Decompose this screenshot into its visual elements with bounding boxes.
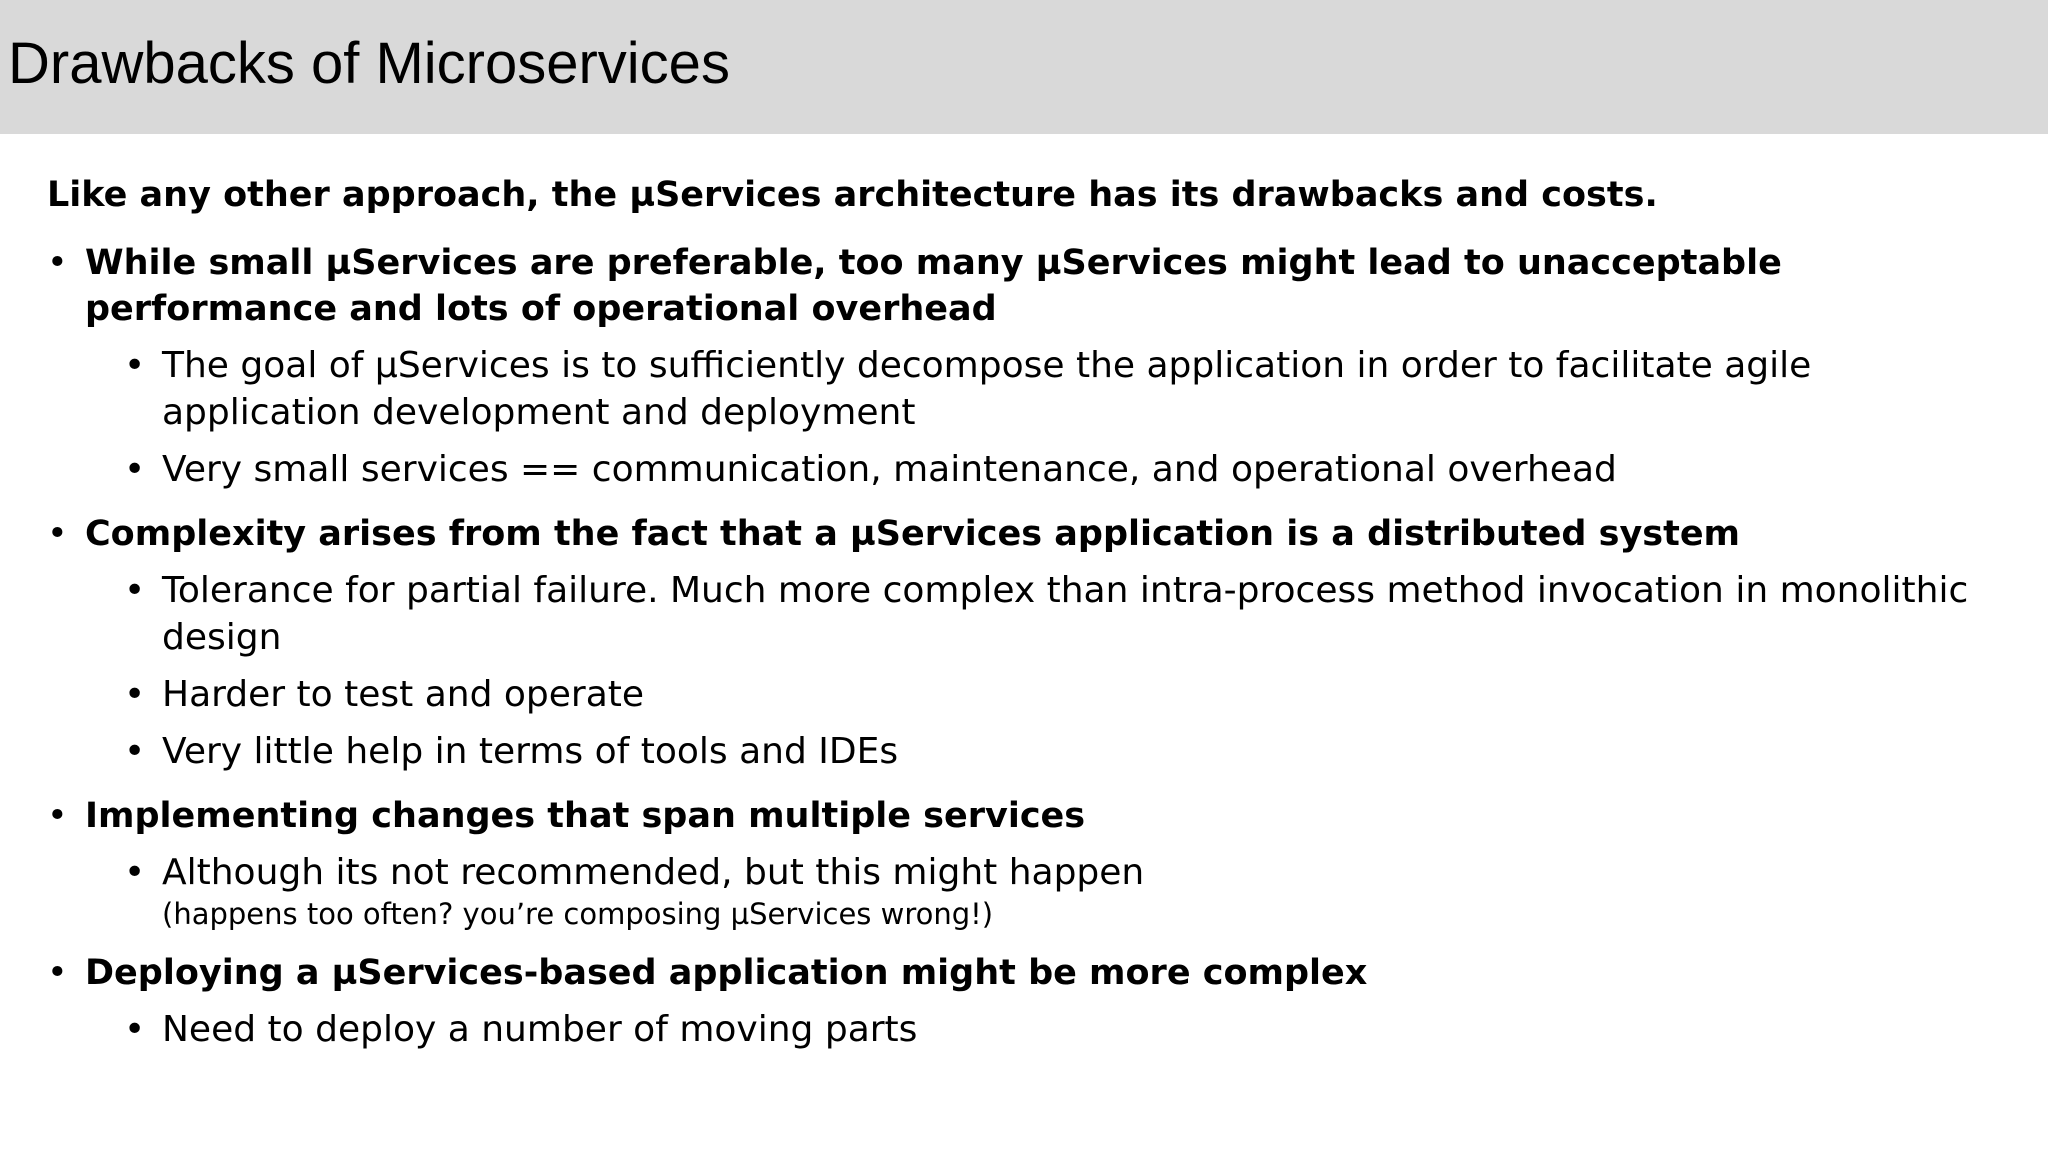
sub-bullet-text: Need to deploy a number of moving parts — [162, 1009, 918, 1050]
bullet-point-text: Implementing changes that span multiple services — [85, 796, 1086, 836]
sub-bullet — [124, 849, 2007, 932]
bullet-icon: • — [47, 953, 68, 993]
bullet-point — [47, 950, 2007, 1053]
bullet-icon: • — [124, 852, 146, 893]
title-bar — [0, 0, 2048, 134]
sub-bullet — [124, 567, 2007, 661]
bullet-icon: • — [124, 731, 146, 772]
bullet-point — [47, 793, 2007, 932]
sub-bullet — [124, 1006, 2007, 1053]
bullet-icon: • — [47, 514, 68, 554]
sub-bullet-text: Harder to test and operate — [162, 674, 645, 715]
sub-bullet-text: The goal of µServices is to sufficiently decompose the application in order to facilitate agile application development and deployment — [162, 345, 1812, 433]
intro-text: Like any other approach, the µServices architecture has its drawbacks and costs. — [47, 175, 1658, 215]
bullet-icon: • — [47, 243, 68, 283]
bullet-point — [47, 240, 2007, 493]
bullet-point-text: While small µServices are preferable, too many µServices might lead to unacceptable performance and lots of operational overhead — [85, 243, 1782, 329]
bullet-icon: • — [124, 570, 146, 611]
sub-bullet-text: Although its not recommended, but this might happen — [162, 852, 1145, 893]
slide-title: Drawbacks of Microservices — [8, 31, 730, 96]
bullet-point-text: Complexity arises from the fact that a µServices application is a distributed system — [85, 514, 1741, 554]
bullet-icon: • — [124, 449, 146, 490]
sub-bullet — [124, 446, 2007, 493]
bullet-icon: • — [124, 674, 146, 715]
slide-content — [47, 172, 2007, 1053]
bullet-point-text: Deploying a µServices-based application might be more complex — [85, 953, 1368, 993]
sub-bullet-note: (happens too often? you’re composing µServices wrong!) — [162, 897, 994, 931]
sub-bullet-text: Very little help in terms of tools and IDEs — [162, 731, 899, 772]
sub-bullet — [124, 342, 2007, 436]
bullet-icon: • — [124, 1009, 146, 1050]
sub-bullet-text: Tolerance for partial failure. Much more complex than intra-process method invocation in monolithic design — [162, 570, 1969, 658]
bullet-point — [47, 511, 2007, 775]
sub-bullet — [124, 671, 2007, 718]
bullet-icon: • — [124, 345, 146, 386]
bullet-icon: • — [47, 796, 68, 836]
sub-bullet-text: Very small services == communication, maintenance, and operational overhead — [162, 449, 1617, 490]
sub-bullet — [124, 728, 2007, 775]
